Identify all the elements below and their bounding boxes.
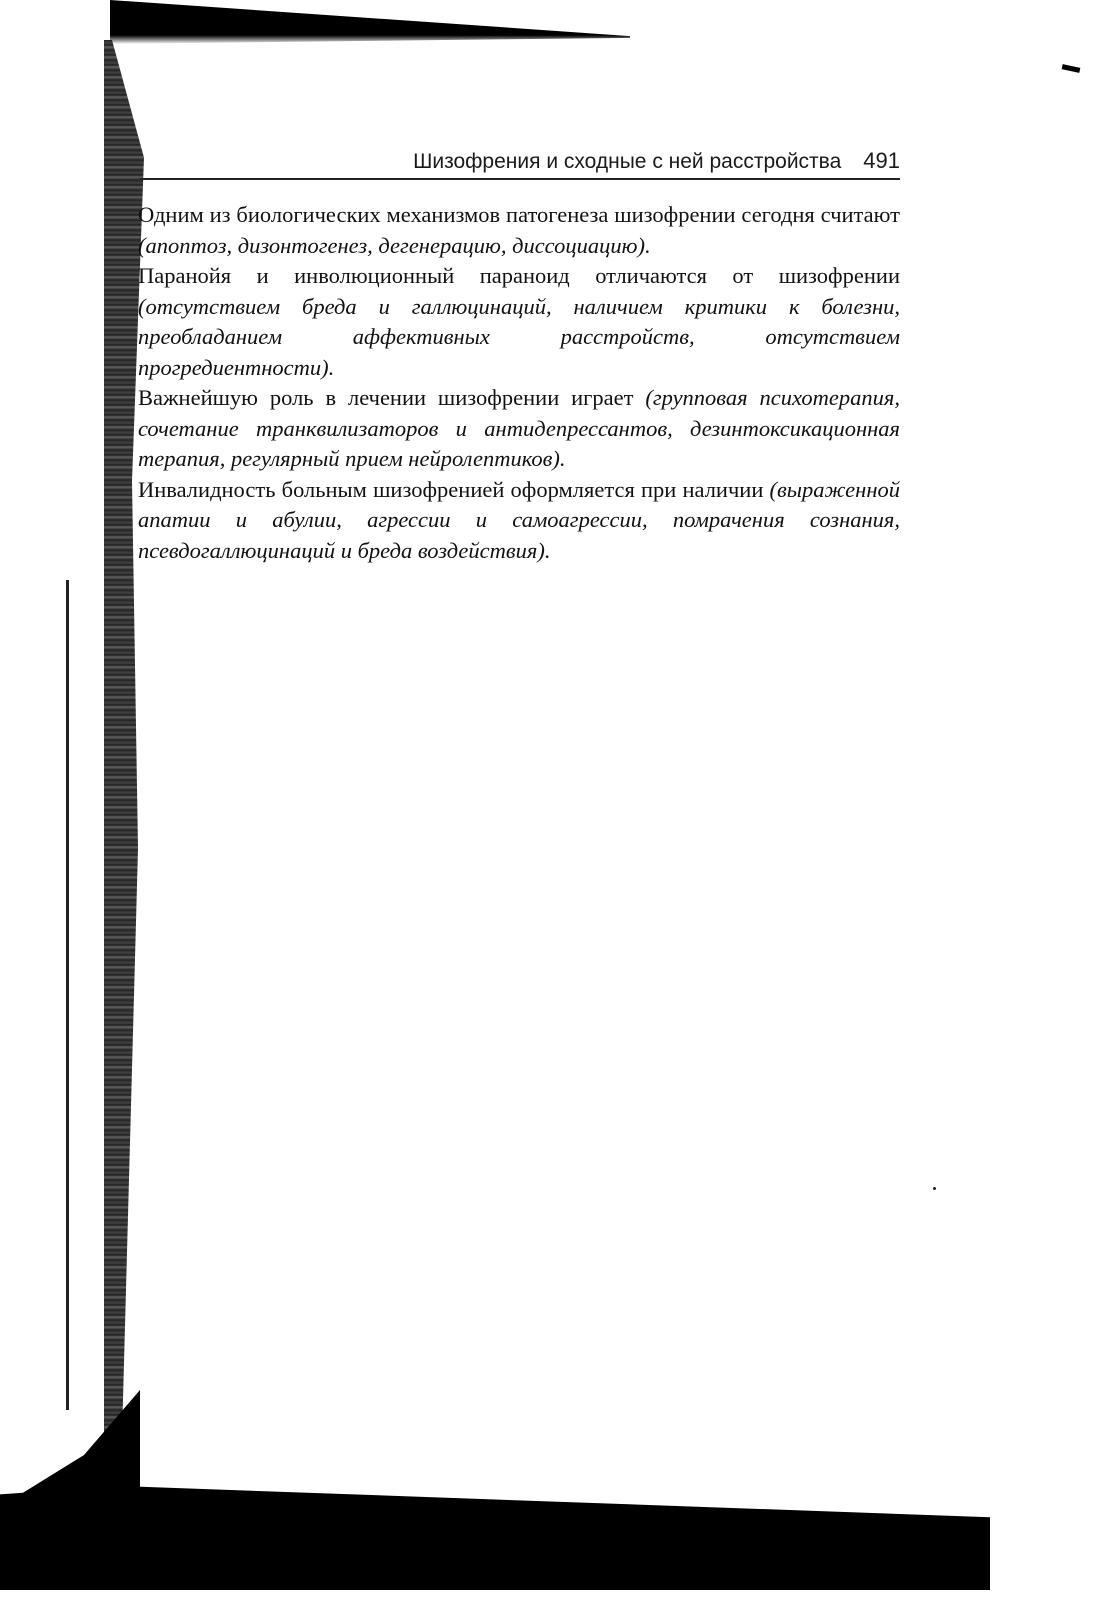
- question-options: (отсутствием бреда и галлюцинаций, наличием критики к болезни, преобладанием аффективных расстройств, отсутствием прогредиентности).: [138, 293, 900, 380]
- question-options: (выраженной апатии и абулии, агрессии и самоагрессии, помрачения сознания, псевдогаллюцинаций и бреда воздействия).: [138, 476, 900, 563]
- question-1: [138, 200, 900, 261]
- scan-edge-mark: [1062, 64, 1081, 73]
- running-head: [140, 146, 900, 180]
- question-4: [138, 475, 900, 567]
- question-3: [138, 383, 900, 475]
- question-options: (групповая психотерапия, сочетание транквилизаторов и антидепрессантов, дезинтоксикационная терапия, регулярный прием нейролептиков).: [138, 385, 900, 471]
- scan-shadow-bottom: [0, 1486, 990, 1590]
- scan-edge-line: [66, 580, 69, 1410]
- question-stem: Паранойя и инволюционный параноид отличаются от шизофрении: [138, 263, 900, 288]
- question-stem: Важнейшую роль в лечении шизофрении играет: [138, 385, 646, 410]
- question-options: (апоптоз, дизонтогенез, дегенерацию, диссоциацию).: [138, 232, 651, 258]
- scan-speck: [933, 1187, 936, 1190]
- page-body: [138, 200, 900, 566]
- scan-shadow-top: [110, 0, 630, 44]
- chapter-title: Шизофрения и сходные с ней расстройства: [413, 150, 842, 173]
- question-stem: Инвалидность больным шизофренией оформляется при наличии: [138, 476, 770, 502]
- question-2: [138, 261, 900, 383]
- question-stem: Одним из биологических механизмов патогенеза шизофрении сегодня считают: [138, 202, 900, 227]
- page-number: 491: [863, 148, 900, 173]
